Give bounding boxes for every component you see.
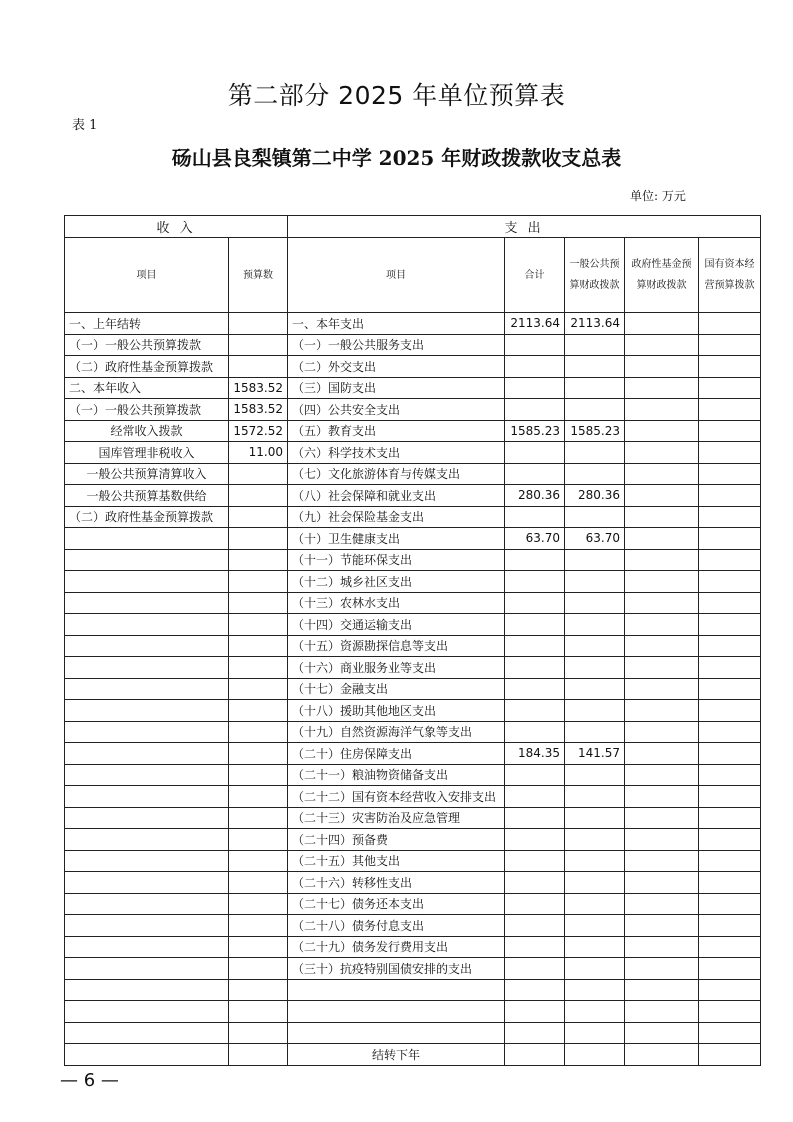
table-row xyxy=(65,764,761,786)
expense-item-cell: （十一）节能环保支出 xyxy=(288,549,505,571)
state-capital-cell xyxy=(699,958,761,980)
state-capital-cell xyxy=(699,377,761,399)
state-capital-cell xyxy=(699,657,761,679)
expense-item-cell: （八）社会保障和就业支出 xyxy=(288,485,505,507)
total-cell xyxy=(505,614,565,636)
page-number: — 6 — xyxy=(60,1070,119,1091)
table-row xyxy=(65,334,761,356)
empty-cell xyxy=(699,1044,761,1066)
expense-item-cell: （二十一）粮油物资储备支出 xyxy=(288,764,505,786)
expense-item-cell: 一、本年支出 xyxy=(288,313,505,335)
fund-budget-cell xyxy=(625,399,699,421)
income-item-cell xyxy=(65,571,229,593)
general-budget-cell xyxy=(565,442,625,464)
state-capital-cell xyxy=(699,893,761,915)
table-row xyxy=(65,829,761,851)
fund-budget-cell xyxy=(625,1022,699,1044)
income-budget-cell xyxy=(229,893,288,915)
fund-budget-cell xyxy=(625,1001,699,1023)
total-cell xyxy=(505,678,565,700)
expense-item-cell: （十四）交通运输支出 xyxy=(288,614,505,636)
table-row xyxy=(65,485,761,507)
state-capital-cell xyxy=(699,549,761,571)
income-item-cell xyxy=(65,635,229,657)
table-row xyxy=(65,377,761,399)
total-cell xyxy=(505,1001,565,1023)
income-budget-cell xyxy=(229,506,288,528)
expense-item-cell: （十五）资源勘探信息等支出 xyxy=(288,635,505,657)
total-cell xyxy=(505,936,565,958)
income-budget-cell xyxy=(229,334,288,356)
state-capital-cell xyxy=(699,571,761,593)
income-budget-cell xyxy=(229,1022,288,1044)
general-budget-cell xyxy=(565,1022,625,1044)
state-capital-header: 国有资本经营预算拨款 xyxy=(699,238,761,313)
total-cell xyxy=(505,850,565,872)
expense-item-cell: （十八）援助其他地区支出 xyxy=(288,700,505,722)
income-item-cell xyxy=(65,743,229,765)
income-budget-cell xyxy=(229,915,288,937)
fund-budget-cell xyxy=(625,614,699,636)
income-budget-cell xyxy=(229,635,288,657)
fund-budget-cell xyxy=(625,829,699,851)
state-capital-cell xyxy=(699,592,761,614)
income-section-header: 收 入 xyxy=(65,216,288,238)
general-budget-cell xyxy=(565,721,625,743)
income-budget-cell xyxy=(229,850,288,872)
table-row xyxy=(65,915,761,937)
fund-budget-cell xyxy=(625,700,699,722)
expense-section-header: 支 出 xyxy=(288,216,761,238)
income-item-cell: （一）一般公共预算拨款 xyxy=(65,399,229,421)
income-item-cell xyxy=(65,678,229,700)
general-budget-cell: 2113.64 xyxy=(565,313,625,335)
total-cell xyxy=(505,463,565,485)
table-row xyxy=(65,313,761,335)
fund-budget-cell xyxy=(625,786,699,808)
state-capital-cell xyxy=(699,743,761,765)
state-capital-cell xyxy=(699,463,761,485)
fund-budget-cell xyxy=(625,420,699,442)
income-budget-cell xyxy=(229,528,288,550)
general-budget-cell xyxy=(565,764,625,786)
state-capital-cell xyxy=(699,915,761,937)
income-budget-cell xyxy=(229,786,288,808)
fund-budget-cell xyxy=(625,313,699,335)
general-budget-cell xyxy=(565,850,625,872)
state-capital-cell xyxy=(699,678,761,700)
expense-item-cell: （二十八）债务付息支出 xyxy=(288,915,505,937)
expense-item-cell: （二十六）转移性支出 xyxy=(288,872,505,894)
expense-item-cell: （九）社会保险基金支出 xyxy=(288,506,505,528)
income-item-cell: （二）政府性基金预算拨款 xyxy=(65,506,229,528)
expense-item-cell: （二）外交支出 xyxy=(288,356,505,378)
table-row xyxy=(65,592,761,614)
general-budget-cell xyxy=(565,399,625,421)
income-budget-cell xyxy=(229,807,288,829)
fund-budget-cell xyxy=(625,506,699,528)
income-budget-cell xyxy=(229,463,288,485)
general-budget-cell: 280.36 xyxy=(565,485,625,507)
general-budget-cell xyxy=(565,700,625,722)
income-budget-cell xyxy=(229,979,288,1001)
expense-item-cell: （十二）城乡社区支出 xyxy=(288,571,505,593)
general-budget-cell xyxy=(565,1001,625,1023)
table-row xyxy=(65,893,761,915)
income-item-cell xyxy=(65,786,229,808)
income-budget-cell: 1583.52 xyxy=(229,399,288,421)
total-cell xyxy=(505,592,565,614)
expense-item-cell: （十七）金融支出 xyxy=(288,678,505,700)
general-budget-cell xyxy=(565,334,625,356)
expense-item-cell xyxy=(288,1001,505,1023)
income-item-cell: （二）政府性基金预算拨款 xyxy=(65,356,229,378)
total-cell xyxy=(505,1022,565,1044)
expense-item-cell: （三）国防支出 xyxy=(288,377,505,399)
fund-budget-cell xyxy=(625,592,699,614)
total-cell xyxy=(505,893,565,915)
table-title: 砀山县良梨镇第二中学 2025 年财政拨款收支总表 xyxy=(171,146,622,170)
income-item-cell xyxy=(65,657,229,679)
income-item-cell xyxy=(65,850,229,872)
general-budget-cell xyxy=(565,936,625,958)
income-item-header: 项目 xyxy=(65,238,229,313)
expense-item-cell: （七）文化旅游体育与传媒支出 xyxy=(288,463,505,485)
income-item-cell: 国库管理非税收入 xyxy=(65,442,229,464)
expense-item-cell: （二十七）债务还本支出 xyxy=(288,893,505,915)
general-budget-cell xyxy=(565,377,625,399)
income-item-cell xyxy=(65,1022,229,1044)
fund-budget-cell xyxy=(625,463,699,485)
table-row xyxy=(65,463,761,485)
state-capital-cell xyxy=(699,420,761,442)
income-budget-cell xyxy=(229,485,288,507)
state-capital-cell xyxy=(699,936,761,958)
income-budget-cell xyxy=(229,958,288,980)
income-budget-cell xyxy=(229,678,288,700)
fund-budget-cell xyxy=(625,936,699,958)
general-budget-cell xyxy=(565,872,625,894)
table-row xyxy=(65,807,761,829)
income-item-cell xyxy=(65,829,229,851)
income-budget-cell xyxy=(229,356,288,378)
state-capital-cell xyxy=(699,872,761,894)
table-row xyxy=(65,1001,761,1023)
expense-item-cell: （二十九）债务发行费用支出 xyxy=(288,936,505,958)
state-capital-cell xyxy=(699,850,761,872)
fund-budget-cell xyxy=(625,334,699,356)
table-row xyxy=(65,700,761,722)
table-row xyxy=(65,678,761,700)
column-header-row xyxy=(65,238,761,313)
state-capital-cell xyxy=(699,614,761,636)
part-title: 第二部分 2025 年单位预算表 xyxy=(227,81,566,110)
income-item-cell xyxy=(65,721,229,743)
state-capital-cell xyxy=(699,506,761,528)
income-budget-cell xyxy=(229,743,288,765)
table-body xyxy=(65,313,761,1066)
total-cell: 280.36 xyxy=(505,485,565,507)
table-row xyxy=(65,936,761,958)
carryover-label: 结转下年 xyxy=(288,1044,505,1066)
fund-budget-cell xyxy=(625,893,699,915)
income-budget-cell xyxy=(229,571,288,593)
income-budget-cell xyxy=(229,614,288,636)
income-item-cell: （一）一般公共预算拨款 xyxy=(65,334,229,356)
income-item-cell: 一般公共预算基数供给 xyxy=(65,485,229,507)
income-item-cell xyxy=(65,1001,229,1023)
general-budget-cell xyxy=(565,506,625,528)
table-row xyxy=(65,442,761,464)
table-row xyxy=(65,872,761,894)
income-item-cell xyxy=(65,700,229,722)
fund-budget-cell xyxy=(625,528,699,550)
state-capital-cell xyxy=(699,313,761,335)
state-capital-cell xyxy=(699,399,761,421)
expense-item-cell: （一）一般公共服务支出 xyxy=(288,334,505,356)
total-header: 合计 xyxy=(505,238,565,313)
fund-budget-cell xyxy=(625,958,699,980)
unit-label: 单位: 万元 xyxy=(630,189,686,203)
table-row xyxy=(65,571,761,593)
section-header-row xyxy=(65,216,761,238)
table-row xyxy=(65,635,761,657)
expense-item-cell xyxy=(288,1022,505,1044)
expense-item-cell: （二十）住房保障支出 xyxy=(288,743,505,765)
fund-budget-cell xyxy=(625,635,699,657)
general-budget-cell xyxy=(565,958,625,980)
general-budget-header: 一般公共预算财政拨款 xyxy=(565,238,625,313)
budget-summary-table xyxy=(64,215,761,1066)
expense-item-cell: （十三）农林水支出 xyxy=(288,592,505,614)
total-cell xyxy=(505,764,565,786)
state-capital-cell xyxy=(699,786,761,808)
fund-budget-cell xyxy=(625,979,699,1001)
total-cell: 63.70 xyxy=(505,528,565,550)
income-item-cell: 二、本年收入 xyxy=(65,377,229,399)
total-cell xyxy=(505,506,565,528)
fund-budget-cell xyxy=(625,571,699,593)
general-budget-cell xyxy=(565,786,625,808)
total-cell xyxy=(505,549,565,571)
total-cell xyxy=(505,657,565,679)
general-budget-cell: 1585.23 xyxy=(565,420,625,442)
general-budget-cell xyxy=(565,549,625,571)
income-item-cell xyxy=(65,958,229,980)
expense-item-cell: （二十四）预备费 xyxy=(288,829,505,851)
income-item-cell: 一、上年结转 xyxy=(65,313,229,335)
table-row xyxy=(65,1022,761,1044)
table-row xyxy=(65,420,761,442)
state-capital-cell xyxy=(699,442,761,464)
total-cell: 2113.64 xyxy=(505,313,565,335)
fund-budget-cell xyxy=(625,764,699,786)
income-budget-cell: 1572.52 xyxy=(229,420,288,442)
total-cell: 184.35 xyxy=(505,743,565,765)
income-item-cell: 一般公共预算清算收入 xyxy=(65,463,229,485)
income-budget-cell xyxy=(229,829,288,851)
income-budget-cell xyxy=(229,1001,288,1023)
income-budget-cell xyxy=(229,657,288,679)
table-number-label: 表 1 xyxy=(72,118,98,133)
table-row xyxy=(65,721,761,743)
state-capital-cell xyxy=(699,334,761,356)
table-row xyxy=(65,786,761,808)
table-row xyxy=(65,506,761,528)
total-cell xyxy=(505,872,565,894)
income-item-cell xyxy=(65,614,229,636)
income-item-cell xyxy=(65,764,229,786)
expense-item-cell: （十六）商业服务业等支出 xyxy=(288,657,505,679)
expense-item-cell: （十九）自然资源海洋气象等支出 xyxy=(288,721,505,743)
expense-item-cell: （五）教育支出 xyxy=(288,420,505,442)
income-item-cell xyxy=(65,936,229,958)
total-cell xyxy=(505,700,565,722)
empty-cell xyxy=(505,1044,565,1066)
table-row xyxy=(65,614,761,636)
income-item-cell: 经常收入拨款 xyxy=(65,420,229,442)
general-budget-cell xyxy=(565,356,625,378)
total-cell xyxy=(505,377,565,399)
fund-budget-cell xyxy=(625,721,699,743)
fund-budget-cell xyxy=(625,377,699,399)
fund-budget-header: 政府性基金预算财政拨款 xyxy=(625,238,699,313)
income-budget-cell: 11.00 xyxy=(229,442,288,464)
state-capital-cell xyxy=(699,1001,761,1023)
income-budget-cell xyxy=(229,700,288,722)
table-row xyxy=(65,528,761,550)
fund-budget-cell xyxy=(625,442,699,464)
state-capital-cell xyxy=(699,979,761,1001)
fund-budget-cell xyxy=(625,807,699,829)
state-capital-cell xyxy=(699,356,761,378)
general-budget-cell xyxy=(565,915,625,937)
expense-item-cell: （二十二）国有资本经营收入安排支出 xyxy=(288,786,505,808)
general-budget-cell xyxy=(565,592,625,614)
expense-item-header: 项目 xyxy=(288,238,505,313)
income-item-cell xyxy=(65,807,229,829)
state-capital-cell xyxy=(699,635,761,657)
income-item-cell xyxy=(65,893,229,915)
income-budget-cell xyxy=(229,872,288,894)
income-item-cell xyxy=(65,872,229,894)
income-item-cell xyxy=(65,915,229,937)
total-cell xyxy=(505,571,565,593)
general-budget-cell xyxy=(565,571,625,593)
expense-item-cell xyxy=(288,979,505,1001)
general-budget-cell xyxy=(565,979,625,1001)
state-capital-cell xyxy=(699,700,761,722)
fund-budget-cell xyxy=(625,356,699,378)
empty-cell xyxy=(65,1044,229,1066)
table-row-carryover xyxy=(65,1044,761,1066)
state-capital-cell xyxy=(699,829,761,851)
table-row xyxy=(65,958,761,980)
fund-budget-cell xyxy=(625,549,699,571)
general-budget-cell xyxy=(565,829,625,851)
total-cell xyxy=(505,721,565,743)
total-cell xyxy=(505,807,565,829)
income-budget-cell xyxy=(229,936,288,958)
income-budget-cell xyxy=(229,313,288,335)
fund-budget-cell xyxy=(625,485,699,507)
expense-item-cell: （四）公共安全支出 xyxy=(288,399,505,421)
fund-budget-cell xyxy=(625,872,699,894)
general-budget-cell: 141.57 xyxy=(565,743,625,765)
expense-item-cell: （三十）抗疫特别国债安排的支出 xyxy=(288,958,505,980)
income-item-cell xyxy=(65,528,229,550)
table-row xyxy=(65,850,761,872)
income-budget-header: 预算数 xyxy=(229,238,288,313)
total-cell: 1585.23 xyxy=(505,420,565,442)
total-cell xyxy=(505,979,565,1001)
empty-cell xyxy=(229,1044,288,1066)
total-cell xyxy=(505,442,565,464)
table-row xyxy=(65,743,761,765)
empty-cell xyxy=(565,1044,625,1066)
total-cell xyxy=(505,399,565,421)
general-budget-cell xyxy=(565,614,625,636)
general-budget-cell xyxy=(565,893,625,915)
income-budget-cell xyxy=(229,549,288,571)
total-cell xyxy=(505,829,565,851)
fund-budget-cell xyxy=(625,915,699,937)
table-row xyxy=(65,356,761,378)
expense-item-cell: （二十三）灾害防治及应急管理 xyxy=(288,807,505,829)
table-row xyxy=(65,399,761,421)
state-capital-cell xyxy=(699,764,761,786)
total-cell xyxy=(505,334,565,356)
income-budget-cell: 1583.52 xyxy=(229,377,288,399)
expense-item-cell: （六）科学技术支出 xyxy=(288,442,505,464)
general-budget-cell xyxy=(565,657,625,679)
state-capital-cell xyxy=(699,485,761,507)
empty-cell xyxy=(625,1044,699,1066)
general-budget-cell xyxy=(565,678,625,700)
state-capital-cell xyxy=(699,721,761,743)
state-capital-cell xyxy=(699,528,761,550)
expense-item-cell: （二十五）其他支出 xyxy=(288,850,505,872)
fund-budget-cell xyxy=(625,657,699,679)
state-capital-cell xyxy=(699,1022,761,1044)
table-row xyxy=(65,657,761,679)
general-budget-cell xyxy=(565,807,625,829)
total-cell xyxy=(505,786,565,808)
general-budget-cell: 63.70 xyxy=(565,528,625,550)
total-cell xyxy=(505,915,565,937)
income-item-cell xyxy=(65,592,229,614)
income-item-cell xyxy=(65,549,229,571)
expense-item-cell: （十）卫生健康支出 xyxy=(288,528,505,550)
income-item-cell xyxy=(65,979,229,1001)
income-budget-cell xyxy=(229,764,288,786)
fund-budget-cell xyxy=(625,850,699,872)
total-cell xyxy=(505,635,565,657)
table-row xyxy=(65,979,761,1001)
fund-budget-cell xyxy=(625,743,699,765)
general-budget-cell xyxy=(565,635,625,657)
total-cell xyxy=(505,356,565,378)
total-cell xyxy=(505,958,565,980)
general-budget-cell xyxy=(565,463,625,485)
income-budget-cell xyxy=(229,721,288,743)
fund-budget-cell xyxy=(625,678,699,700)
income-budget-cell xyxy=(229,592,288,614)
state-capital-cell xyxy=(699,807,761,829)
table-row xyxy=(65,549,761,571)
